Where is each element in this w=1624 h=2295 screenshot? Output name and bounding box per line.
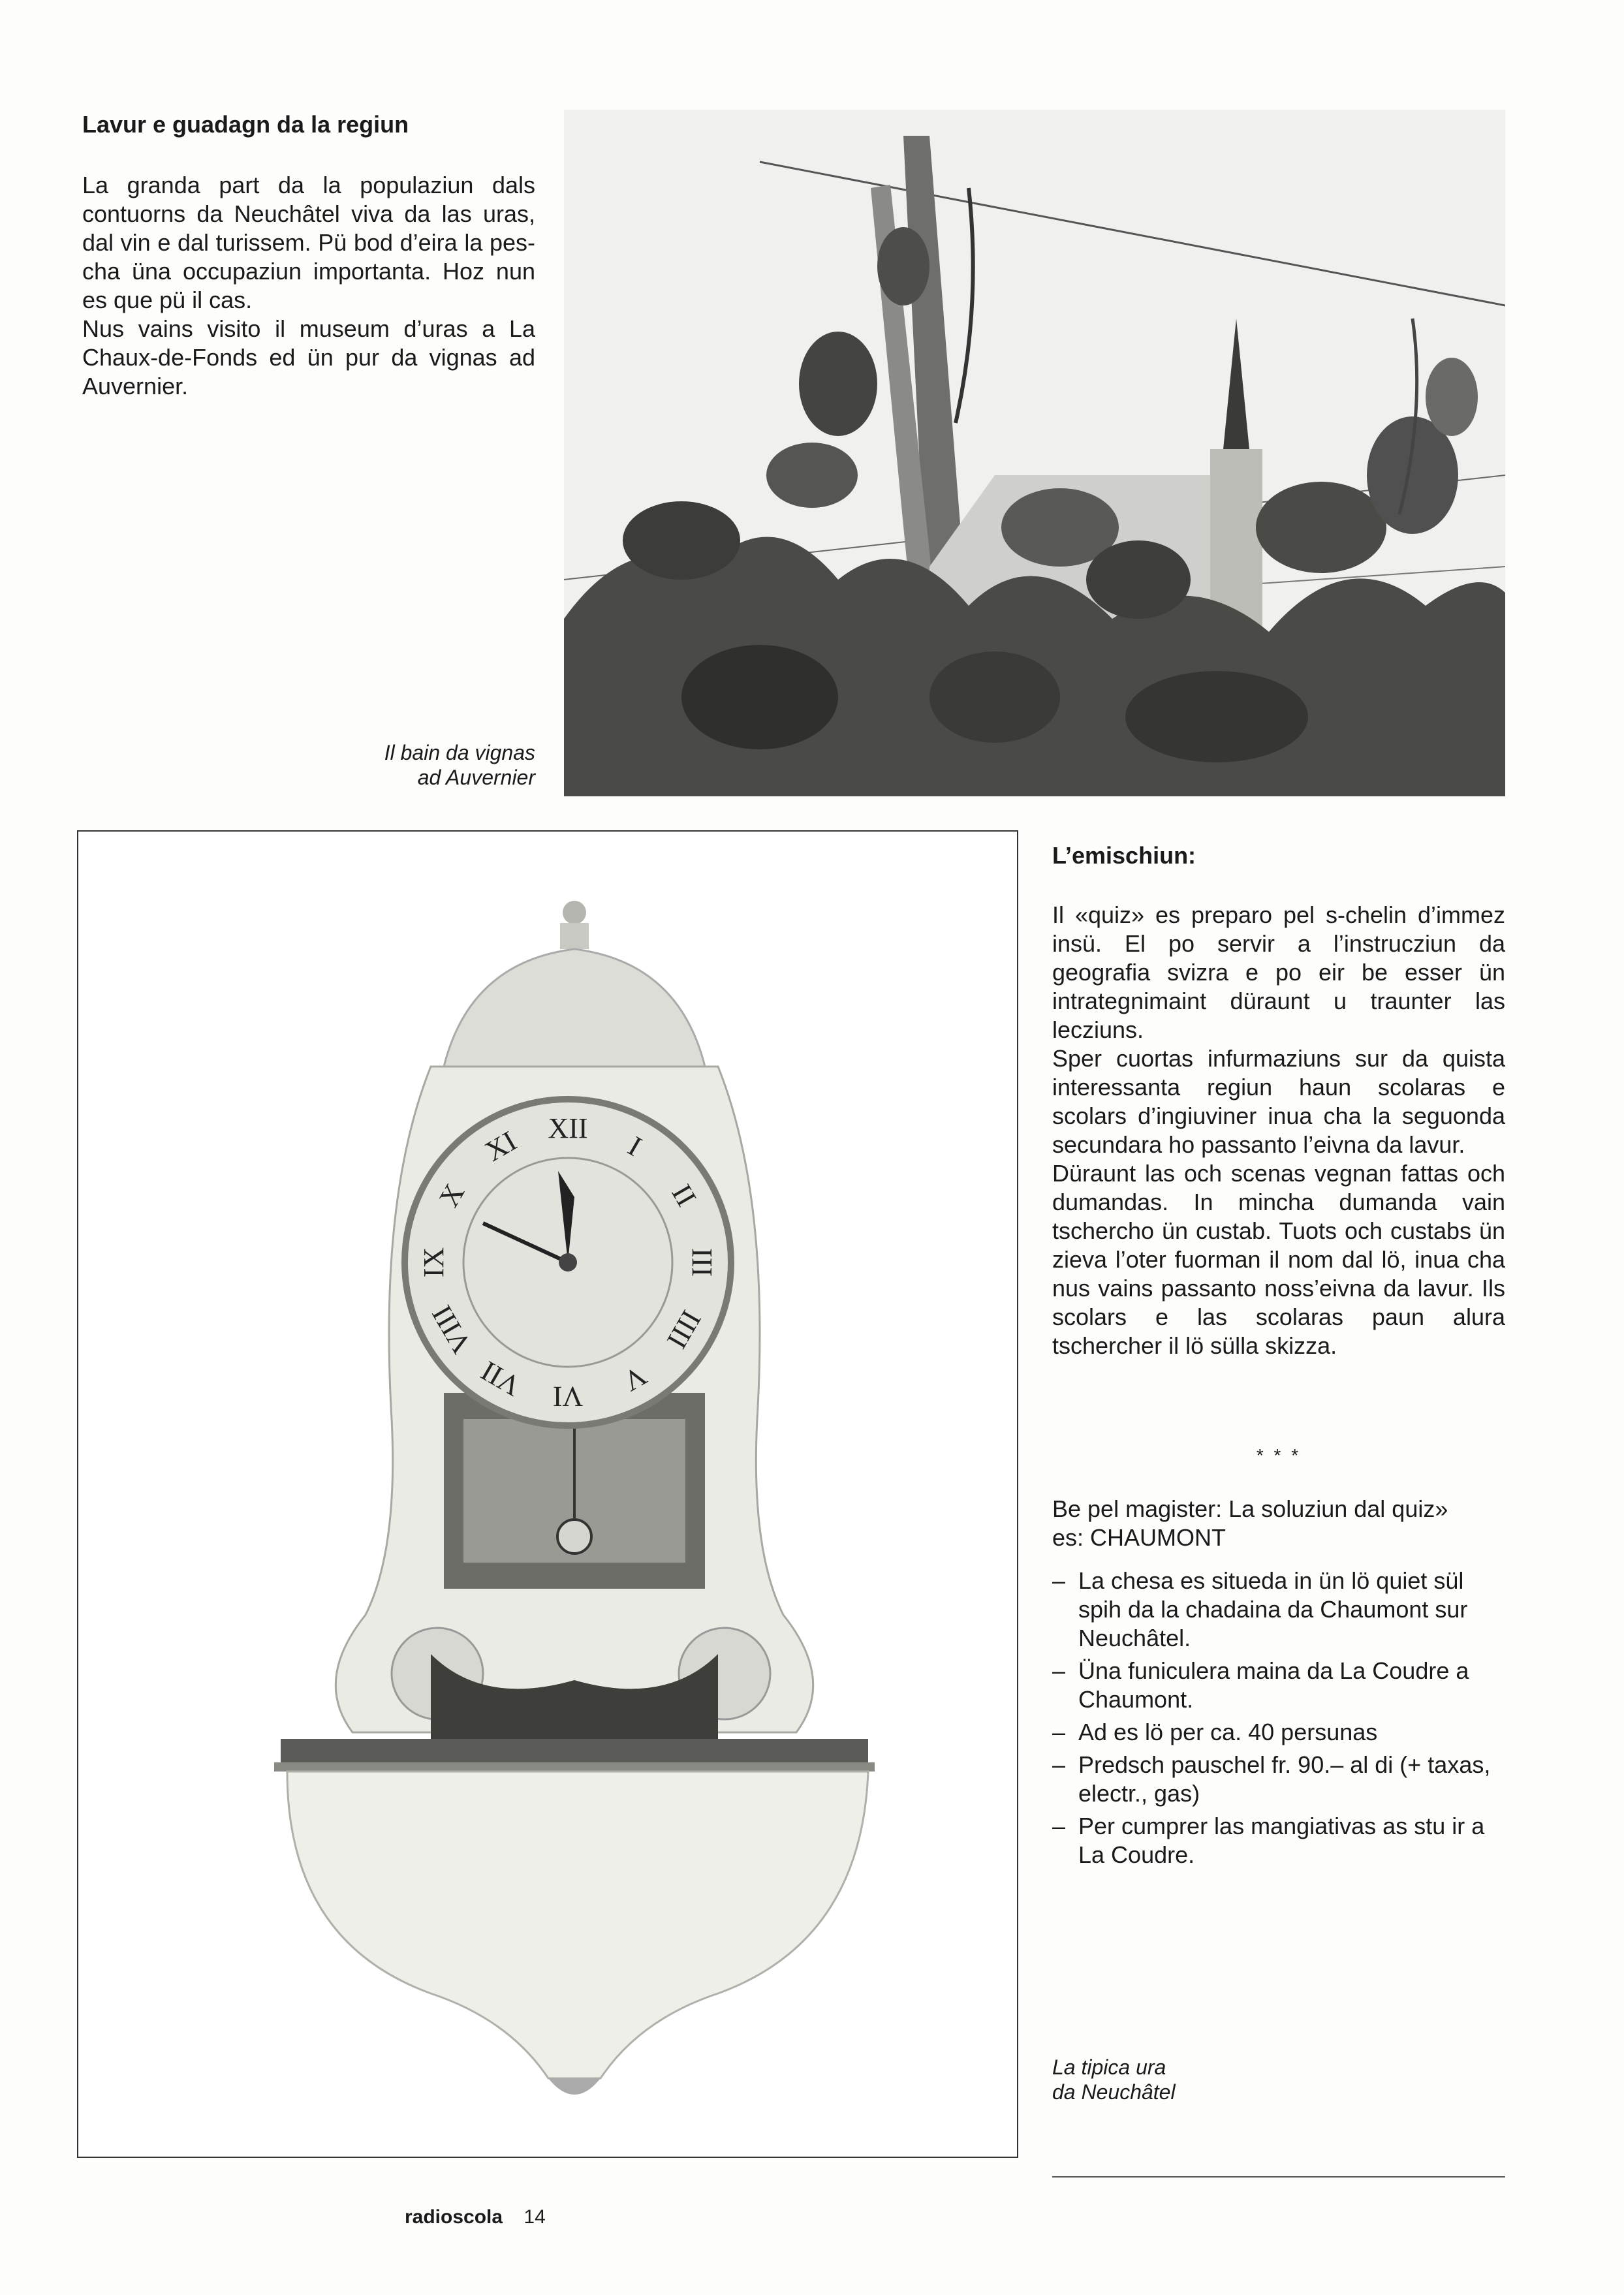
clock-numeral: V [617, 1359, 652, 1398]
solution-line: es: CHAUMONT [1052, 1524, 1226, 1551]
footer [405, 2206, 546, 2228]
clock-numeral: I [623, 1130, 648, 1163]
publication-name: radioscola [405, 2206, 503, 2228]
caption-line: da Neuchâtel [1052, 2080, 1176, 2104]
vineyard-illustration [564, 110, 1505, 796]
clock-numeral: III [686, 1248, 718, 1277]
list-item: – Per cumprer las mangiativas as stu ir a La Coudre. [1052, 1812, 1505, 1869]
caption-line: La tipica ura [1052, 2055, 1166, 2079]
solution-line: Be pel magister: La soluziun dal quiz» [1052, 1495, 1448, 1522]
clock-numeral: XI [479, 1125, 522, 1168]
caption-line: ad Auvernier [417, 766, 535, 789]
clock-photo-frame [77, 830, 1018, 2158]
clock-numeral: VIII [425, 1300, 478, 1359]
vineyard-photo [564, 110, 1505, 796]
list-item: – La chesa es situeda in ün lö quiet sül spih da la chadaina da Chaumont sur Neuchâtel. [1052, 1567, 1505, 1653]
paragraph: Sper cuortas infurmaziuns sur da quista interessanta regiun haun scolaras e scolars d’ingiuviner inua cha la seguonda secundara ho passanto l’eivna da lavur. [1052, 1045, 1505, 1158]
clock-numeral: II [665, 1179, 703, 1212]
emischiun-text [1052, 901, 1505, 1360]
paragraph: Düraunt las och scenas vegnan fattas och dumandas. In mincha dumanda vain tschercho ün custab. Tuots och custabs ün zieva l’oter fuorman il nom dal lö, inua cha nus vains passanto noss’eivna da lavur. Ils scolars e las scolaras paun alura tschercher il lö sülla skizza. [1052, 1160, 1505, 1359]
list-item: – Ad es lö per ca. 40 persunas [1052, 1718, 1505, 1747]
paragraph: La granda part da la populaziun dals contuorns da Neuchâtel viva da las uras, dal vin e dal turissem. Pü bod d’eira la pes-cha üna occupaziun importanta. Hoz nun es que pü il cas. [82, 172, 535, 313]
section-heading-emischiun: L’emischiun: [1052, 842, 1196, 869]
info-list-container [1052, 1567, 1505, 1873]
divider [1052, 2176, 1505, 2178]
page-number: 14 [523, 2206, 546, 2228]
caption-line: Il bain da vignas [384, 741, 535, 764]
clock-numeral: X [432, 1178, 471, 1213]
list-item: – Üna funiculera maina da La Coudre a Chaumont. [1052, 1657, 1505, 1714]
vineyard-caption [326, 740, 535, 790]
paragraph: Il «quiz» es preparo pel s-chelin d’immez insü. El po servir a l’instrucziun da geografia svizra e po eir be esser ün intrategnimaint düraunt u traunter las lecziuns. [1052, 901, 1505, 1043]
clock-caption [1052, 2055, 1248, 2104]
left-intro-text [82, 171, 535, 401]
clock-numeral: XII [548, 1112, 588, 1144]
clock-numeral: VI [552, 1381, 584, 1413]
clock-illustration [78, 832, 1017, 2157]
section-heading-lavur: Lavur e guadagn da la regiun [82, 111, 409, 138]
info-list [1052, 1567, 1505, 1869]
clock-numeral: IX [418, 1247, 450, 1278]
clock-numeral: VII [475, 1354, 526, 1403]
separator-stars: * * * [1256, 1445, 1302, 1465]
clock-numeral: IIII [661, 1305, 708, 1354]
paragraph: Nus vains visito il museum d’uras a La Chaux-de-Fonds ed ün pur da vignas ad Auvernier. [82, 315, 535, 399]
solution-text [1052, 1495, 1505, 1552]
list-item: – Predsch pauschel fr. 90.– al di (+ taxas, electr., gas) [1052, 1751, 1505, 1808]
